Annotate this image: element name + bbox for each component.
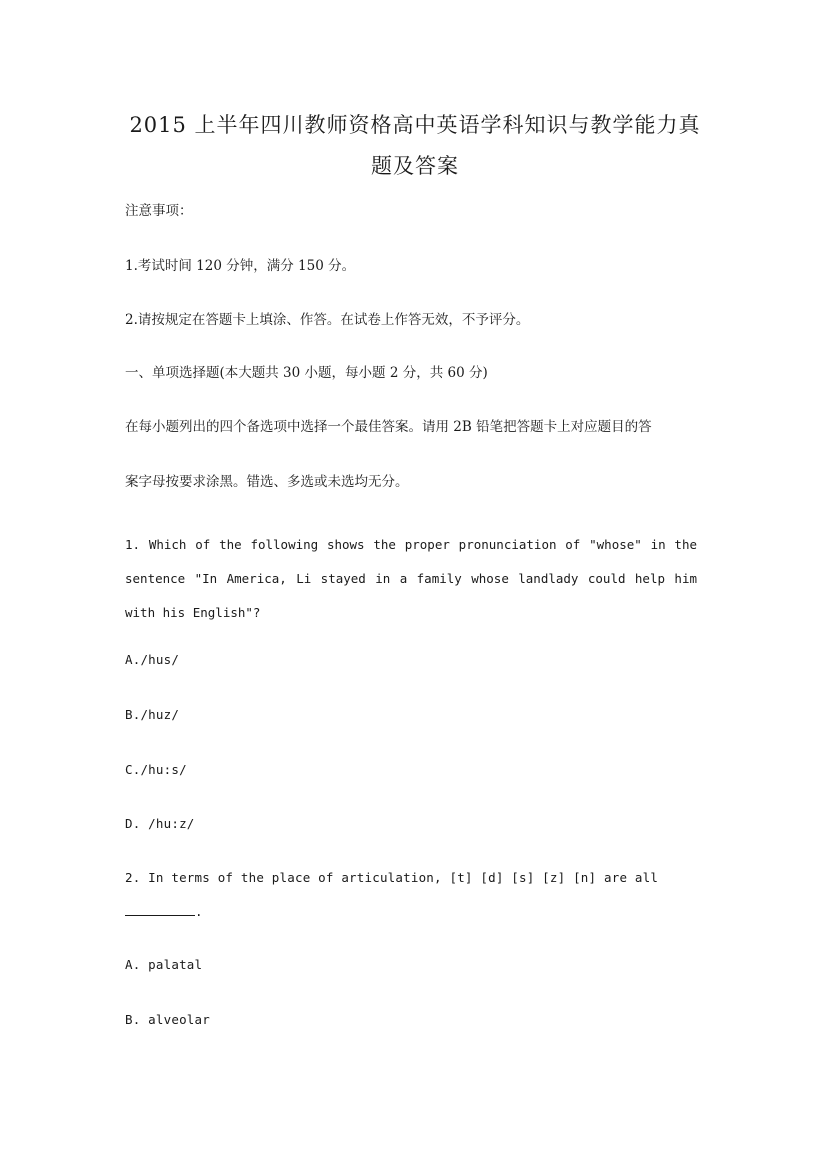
- instruction-line-2: 案字母按要求涂黑。错选、多选或未选均无分。: [125, 474, 409, 490]
- question-2-blank-line: [125, 902, 203, 922]
- q1-option-d: D. /hu:z/: [125, 816, 195, 831]
- question-1-text: 1. Which of the following shows the proper pronunciation of "whose" in the sentence "In America, Li stayed in a family whose landlady could help him with his English"?: [125, 537, 697, 620]
- q1-option-a: A./hus/: [125, 652, 180, 667]
- document-title-line-2: 题及答案: [371, 154, 459, 178]
- notice-item-2: 2.请按规定在答题卡上填涂、作答。在试卷上作答无效，不予评分。: [125, 312, 530, 328]
- q2-option-b: B. alveolar: [125, 1012, 210, 1027]
- q1-option-c: C./hu:s/: [125, 762, 187, 777]
- question-2-text: 2. In terms of the place of articulation, [t] [d] [s] [z] [n] are all: [125, 870, 659, 885]
- answer-blank: [125, 903, 195, 916]
- notice-item-1: 1.考试时间 120 分钟，满分 150 分。: [125, 258, 356, 274]
- section-heading: 一、单项选择题(本大题共 30 小题，每小题 2 分，共 60 分): [125, 365, 488, 381]
- notice-heading: 注意事项：: [125, 203, 193, 219]
- document-title-line-1: 2015 上半年四川教师资格高中英语学科知识与教学能力真: [129, 113, 701, 137]
- instruction-line-1: 在每小题列出的四个备选项中选择一个最佳答案。请用 2B 铅笔把答题卡上对应题目的答: [125, 419, 652, 435]
- question-2-blank-suffix: .: [195, 904, 203, 919]
- q2-option-a: A. palatal: [125, 957, 203, 972]
- q1-option-b: B./huz/: [125, 707, 180, 722]
